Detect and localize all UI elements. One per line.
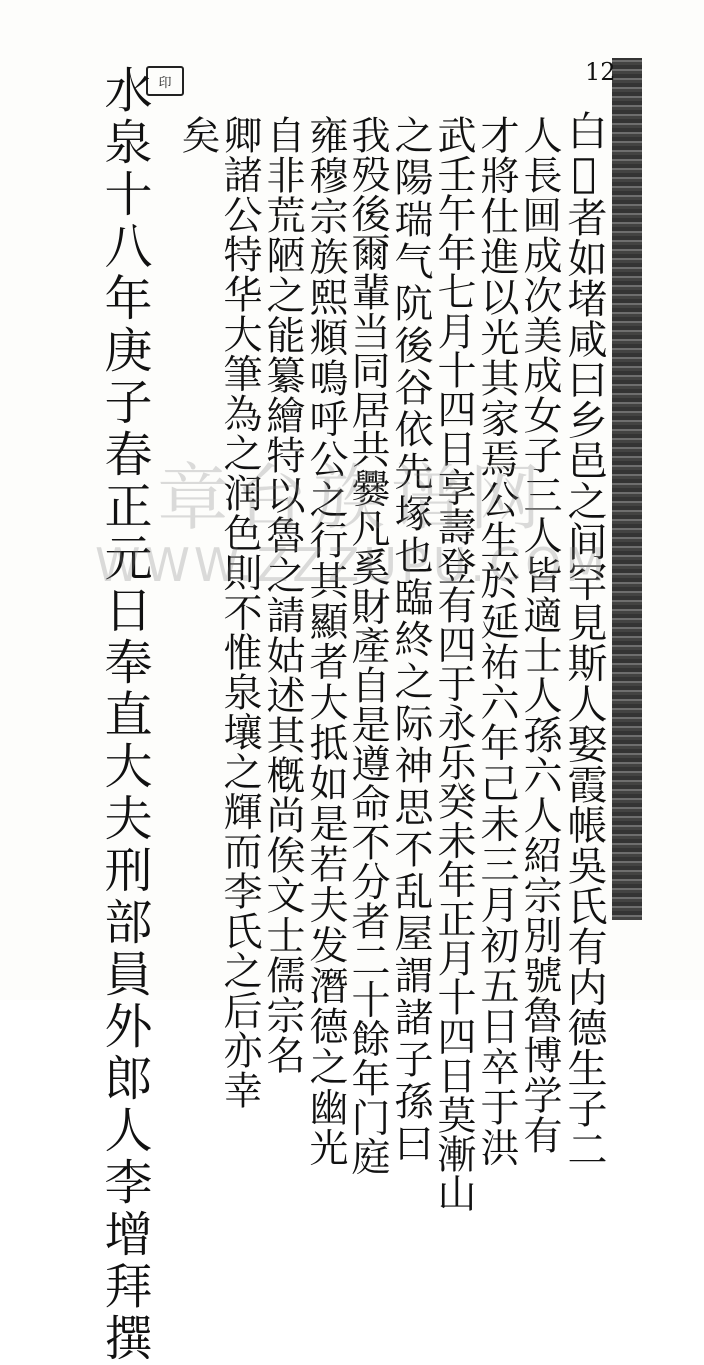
seal-stamp-icon: 印 bbox=[146, 66, 184, 96]
text-column-4: 武壬午年七月十四日享壽登有四于永乐癸未年正月十四日莫漸山 bbox=[431, 115, 476, 1213]
text-column-6: 我殁後爾輩当同居共爨凡奚財產自是遵命不分者二十餘年门庭 bbox=[345, 115, 390, 1177]
watermark-chinese: 章台族谱网 bbox=[156, 456, 547, 540]
page-edge-border bbox=[612, 58, 642, 920]
signature-column: 水泉十八年庚子春正元日奉直大夫刑部員外郎人李增拜撰 bbox=[96, 65, 152, 1365]
text-column-7: 雍穆宗族熙頫鳴呼公之行其顯者大抵如是若夫发潛德之幽光 bbox=[303, 115, 348, 1168]
text-column-2: 人長𡇍成次美成女子三人皆適士人孫六人紹宗別號魯博学有 bbox=[517, 115, 562, 1155]
text-column-9: 卿諸公特华大筆為之润色則不惟泉壤之輝而李氏之后亦幸 bbox=[217, 115, 262, 1110]
page-number: 12 bbox=[585, 58, 616, 86]
text-column-3: 才將仕進以光其家焉公生於延祐六年己未三月初五日卒于洪 bbox=[474, 115, 519, 1168]
text-column-8: 自非荒陋之能纂繪特以魯之請姑述其槪尚俟文士儒宗名 bbox=[260, 115, 305, 1075]
text-column-10: 矣 bbox=[175, 115, 220, 155]
text-column-5: 之陽瑞气阬後谷依先塚也臨終之际神思不乱屋謂諸子孫曰 bbox=[388, 115, 433, 1165]
watermark-url: WWW.ZZZUPU.COM bbox=[94, 538, 610, 592]
text-column-1: 白𥘉者如堵咸曰乡邑之间罕見斯人娶霞帳吳氏有内德生子二 bbox=[561, 110, 607, 1169]
